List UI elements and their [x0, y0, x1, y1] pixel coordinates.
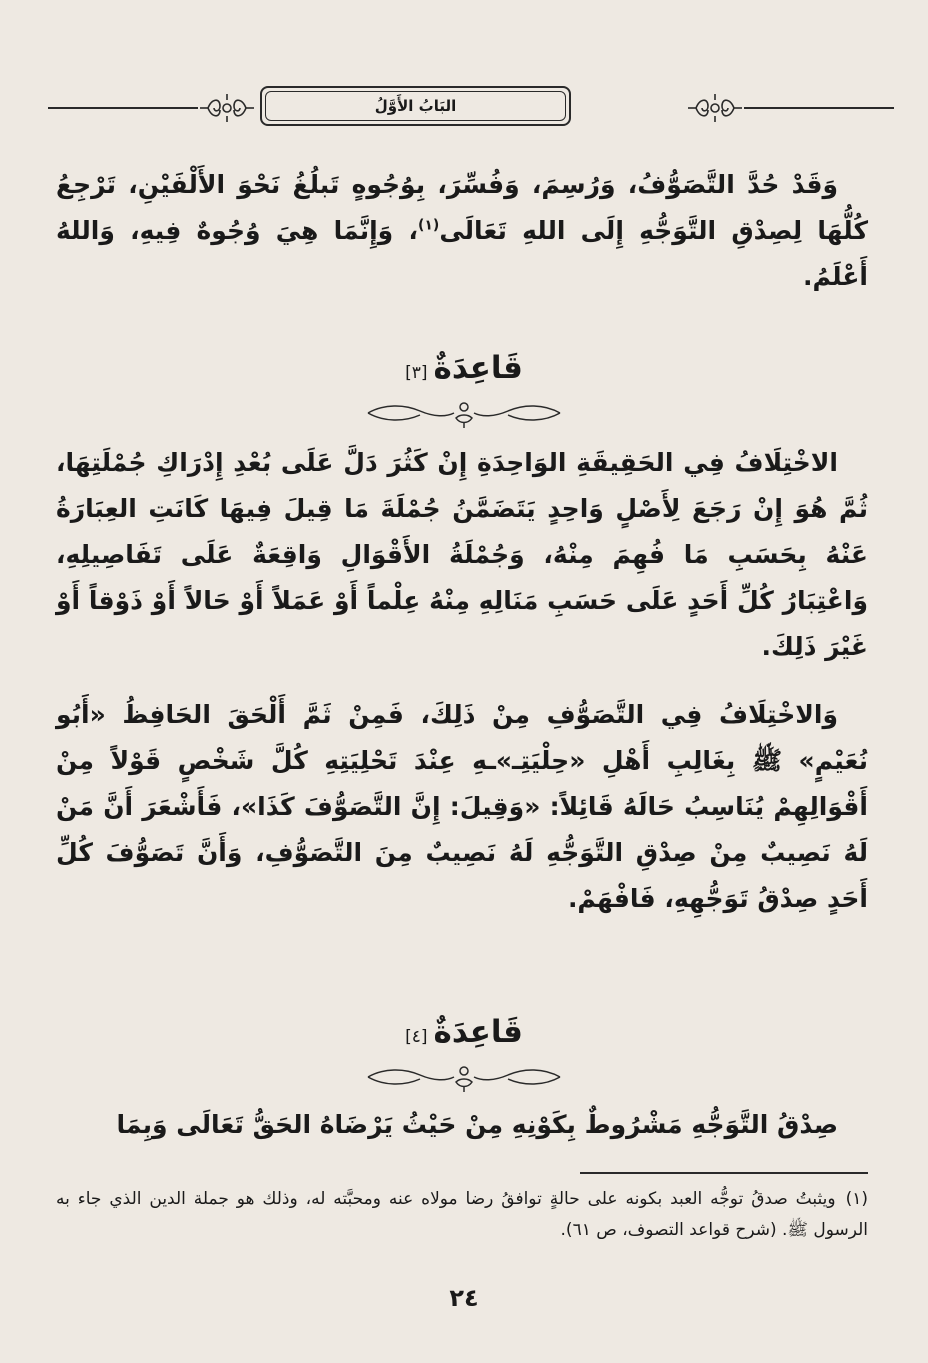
- heading-4-number: [٤]: [405, 1027, 428, 1047]
- section-heading-3: [0, 350, 928, 386]
- paragraph-1-end: ، وَإِنَّمَا هِيَ وُجُوهٌ فِيهِ، وَاللهُ أَعْلَمُ.: [56, 216, 868, 291]
- page-number: ٢٤: [449, 1284, 479, 1312]
- heading-3-word: قَاعِدَةٌ: [433, 350, 523, 386]
- flourish-divider-icon: [364, 396, 564, 430]
- chapter-title-box: [260, 86, 571, 126]
- flourish-divider-icon: [364, 1060, 564, 1094]
- header-rule-right: [744, 107, 894, 109]
- section-heading-4: [0, 1014, 928, 1050]
- header-ornament-left-icon: [198, 88, 256, 128]
- paragraph-2: الاخْتِلَافُ فِي الحَقِيقَةِ الوَاحِدَةِ إِنْ كَثُرَ دَلَّ عَلَى بُعْدِ إِدْرَاكِ جُمْلَتِهَا، ثُمَّ هُوَ إِنْ رَجَعَ لِأَصْلٍ وَاحِدٍ يَتَضَمَّنُ جُمْلَةَ مَا قِيلَ فِيهَا كَانَتِ العِبَارَةُ عَنْهُ بِحَسَبِ مَا فُهِمَ مِنْهُ، وَجُمْلَةُ الأَقْوَالِ وَاقِعَةٌ عَلَى تَفَاصِيلِهِ، وَاعْتِبَارُ كُلِّ أَحَدٍ عَلَى حَسَبِ مَنَالِهِ مِنْهُ عِلْماً أَوْ عَمَلاً أَوْ حَالاً أَوْ ذَوْقاً أَوْ غَيْرَ ذَلِكَ.: [56, 448, 868, 661]
- header-rule-left: [48, 107, 198, 109]
- footnote-text: ويثبتُ صدقُ توجُّه العبد بكونه على حالةٍ توافقُ رضا مولاه عنه ومحبَّته له، وذلك هو جملة الدين الذي جاء به الرسول ﷺ. (شرح قواعد التصوف، ص ٦١).: [56, 1189, 868, 1240]
- paragraph-1: [56, 162, 868, 300]
- paragraph-4: صِدْقُ التَّوَجُّهِ مَشْرُوطٌ بِكَوْنِهِ مِنْ حَيْثُ يَرْضَاهُ الحَقُّ تَعَالَى وَبِمَا: [116, 1110, 838, 1139]
- footnote-marker: (١): [417, 217, 440, 234]
- running-header: [48, 84, 894, 134]
- paragraph-3: وَالاخْتِلَافُ فِي التَّصَوُّفِ مِنْ ذَلِكَ، فَمِنْ ثَمَّ أَلْحَقَ الحَافِظُ «أَبُو نُعَيْمٍ» ﷺ بِغَالِبِ أَهْلِ «حِلْيَتِـ»ـهِ عِنْدَ تَحْلِيَتِهِ كُلَّ شَخْصٍ قَوْلاً مِنْ أَقْوَالِهِمْ يُنَاسِبُ حَالَهُ قَائِلاً: «وَقِيلَ: إِنَّ التَّصَوُّفَ كَذَا»، فَأَشْعَرَ أَنَّ مَنْ لَهُ نَصِيبٌ مِنْ صِدْقِ التَّوَجُّهِ لَهُ نَصِيبٌ مِنَ التَّصَوُّفِ، وَأَنَّ تَصَوُّفَ كُلِّ أَحَدٍ صِدْقُ تَوَجُّهِهِ، فَافْهَمْ.: [56, 700, 868, 913]
- heading-3-number: [٣]: [405, 363, 428, 383]
- footnote-number: (١): [845, 1189, 868, 1209]
- header-ornament-right-icon: [686, 88, 744, 128]
- chapter-title: البَابُ الأَوَّلُ: [374, 97, 457, 115]
- paragraph-1-text: وَقَدْ حُدَّ التَّصَوُّفُ، وَرُسِمَ، وَفُسِّرَ، بِوُجُوهٍ تَبلُغُ نَحْوَ الأَلْفَيْنِ، تَرْجِعُ كُلُّهَا لِصِدْقِ التَّوَجُّهِ إِلَى اللهِ تَعَالَى: [56, 170, 869, 245]
- heading-4-word: قَاعِدَةٌ: [433, 1014, 523, 1050]
- footnote-rule: [580, 1172, 868, 1174]
- footnote: [56, 1184, 868, 1246]
